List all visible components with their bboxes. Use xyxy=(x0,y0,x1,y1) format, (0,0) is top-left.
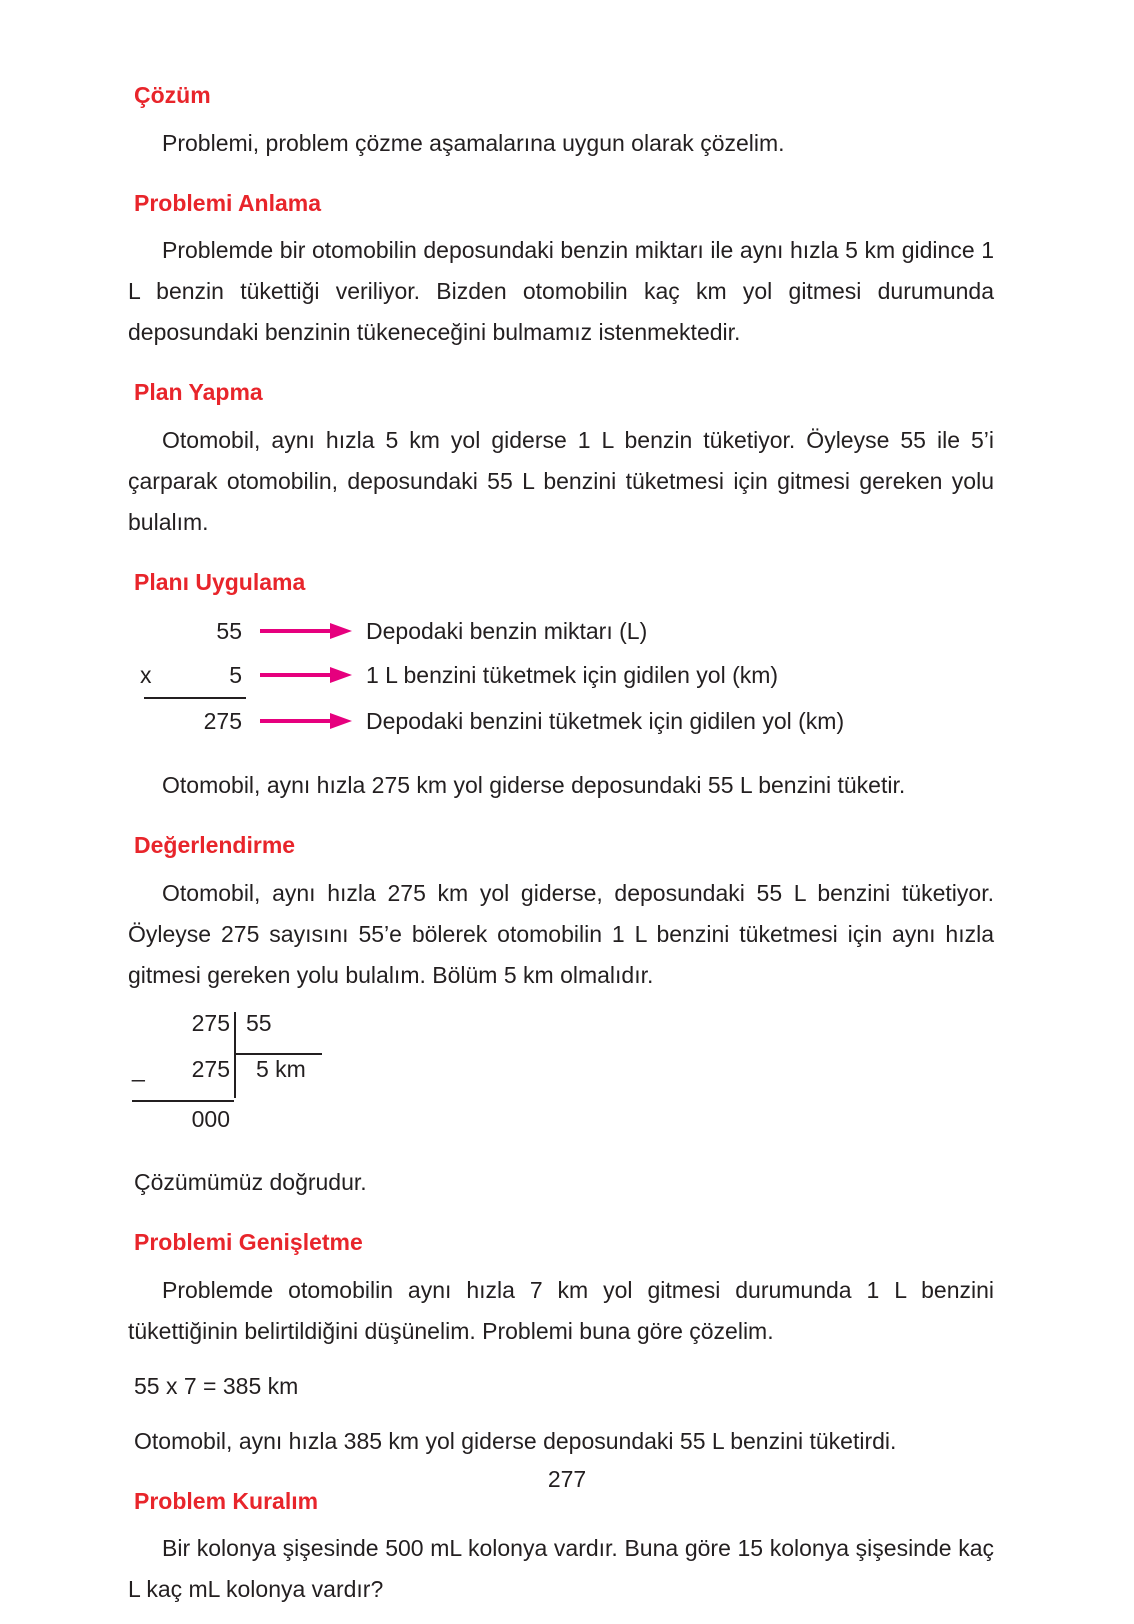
division-dividend: 275 xyxy=(191,1009,230,1036)
section-plan-yapma-body xyxy=(128,420,994,543)
multiplication-diagram xyxy=(128,609,994,743)
section-degerlendirme-body xyxy=(128,873,994,996)
multiplication-row xyxy=(136,699,994,743)
heading-plan-yapma: Plan Yapma xyxy=(134,379,263,406)
section-problemi-genisletme-conclusion xyxy=(128,1421,994,1462)
arrow-right-icon xyxy=(260,664,352,686)
section-degerlendirme-heading-block xyxy=(128,832,994,860)
section-cozum-heading-block xyxy=(128,82,994,110)
section-problem-kuralim-body xyxy=(128,1528,994,1610)
paragraph-problem-kuralim: Bir kolonya şişesinde 500 mL kolonya vardır. Buna göre 15 kolonya şişesinde kaç L kaç mL kolonya vardır? xyxy=(128,1535,994,1603)
paragraph-problemi-genisletme: Problemde otomobilin aynı hızla 7 km yol gitmesi durumunda 1 L benzini tükettiğinin belirtildiğini düşünelim. Problemi buna göre çözelim. xyxy=(128,1276,994,1344)
paragraph-problemi-genisletme-conclusion: Otomobil, aynı hızla 385 km yol giderse deposundaki 55 L benzini tüketirdi. xyxy=(134,1427,897,1454)
heading-problemi-anlama: Problemi Anlama xyxy=(134,189,322,216)
section-plani-uygulama-heading-block xyxy=(128,569,994,597)
section-problemi-anlama-heading-block xyxy=(128,190,994,218)
multiplication-row-label: Depodaki benzin miktarı (L) xyxy=(366,617,648,644)
arrow-right-icon xyxy=(260,620,352,642)
paragraph-problemi-anlama: Problemde bir otomobilin deposundaki benzin miktarı ile aynı hızla 5 km gidince 1 L benzin tükettiği veriliyor. Bizden otomobilin kaç km yol gitmesi durumunda deposundaki benzinin tükeneceğini bulmamız istenmektedir. xyxy=(128,237,994,346)
section-degerlendirme-conclusion xyxy=(128,1162,994,1203)
section-plani-uygulama-body xyxy=(128,765,994,806)
multiplication-row-label: Depodaki benzini tüketmek için gidilen yol (km) xyxy=(366,707,845,734)
equation-multiplication: 55 x 7 = 385 km xyxy=(134,1372,299,1399)
section-plan-yapma-heading-block xyxy=(128,379,994,407)
multiplication-row xyxy=(136,653,994,697)
division-minus-sign: _ xyxy=(132,1055,145,1082)
division-subtrahend: 275 xyxy=(191,1055,230,1082)
heading-cozum: Çözüm xyxy=(134,82,211,108)
paragraph-degerlendirme-conclusion: Çözümümüz doğrudur. xyxy=(134,1168,367,1195)
multiplication-row xyxy=(136,609,994,653)
heading-problemi-genisletme: Problemi Genişletme xyxy=(134,1228,363,1255)
division-vertical-bar xyxy=(234,1012,236,1098)
section-problemi-anlama-body xyxy=(128,230,994,353)
multiplication-operator: x xyxy=(140,661,152,688)
division-subtraction-rule xyxy=(132,1100,234,1102)
multiplication-operand: 5 xyxy=(229,661,242,688)
paragraph-degerlendirme: Otomobil, aynı hızla 275 km yol giderse, deposundaki 55 L benzini tüketiyor. Öyleyse 275 sayısını 55’e bölerek otomobilin 1 L benzini tüketmesi için aynı hızla gitmesi gereken yolu bulalım. Bölüm 5 km olmalıdır. xyxy=(128,879,994,988)
multiplication-row-label: 1 L benzini tüketmek için gidilen yol (km) xyxy=(366,661,779,688)
page-content xyxy=(128,82,994,1624)
division-grid xyxy=(132,1010,432,1146)
heading-degerlendirme: Değerlendirme xyxy=(134,832,296,859)
section-cozum-body xyxy=(128,123,994,164)
division-horizontal-bar xyxy=(236,1053,322,1055)
page-number: 277 xyxy=(547,1466,587,1492)
division-quotient: 5 km xyxy=(256,1055,306,1082)
paragraph-cozum: Problemi, problem çözme aşamalarına uygun olarak çözelim. xyxy=(162,129,785,156)
arrow-right-icon xyxy=(260,710,352,732)
paragraph-plan-yapma: Otomobil, aynı hızla 5 km yol giderse 1 L benzin tüketiyor. Öyleyse 55 ile 5’i çarparak otomobilin, deposundaki 55 L benzini tüketmesi için gitmesi gereken yolu bulalım. xyxy=(128,426,994,535)
division-remainder: 000 xyxy=(191,1105,230,1132)
section-problemi-genisletme-body xyxy=(128,1270,994,1352)
heading-plani-uygulama: Planı Uygulama xyxy=(134,568,306,595)
section-problemi-genisletme-equation-block xyxy=(128,1366,994,1407)
multiplication-result: 275 xyxy=(203,707,242,734)
paragraph-plani-uygulama: Otomobil, aynı hızla 275 km yol giderse deposundaki 55 L benzini tüketir. xyxy=(162,772,906,799)
section-problemi-genisletme-heading-block xyxy=(128,1229,994,1257)
division-diagram xyxy=(128,1010,994,1146)
multiplication-operand: 55 xyxy=(216,617,242,644)
division-divisor: 55 xyxy=(246,1009,272,1036)
heading-problem-kuralim: Problem Kuralım xyxy=(134,1487,319,1514)
